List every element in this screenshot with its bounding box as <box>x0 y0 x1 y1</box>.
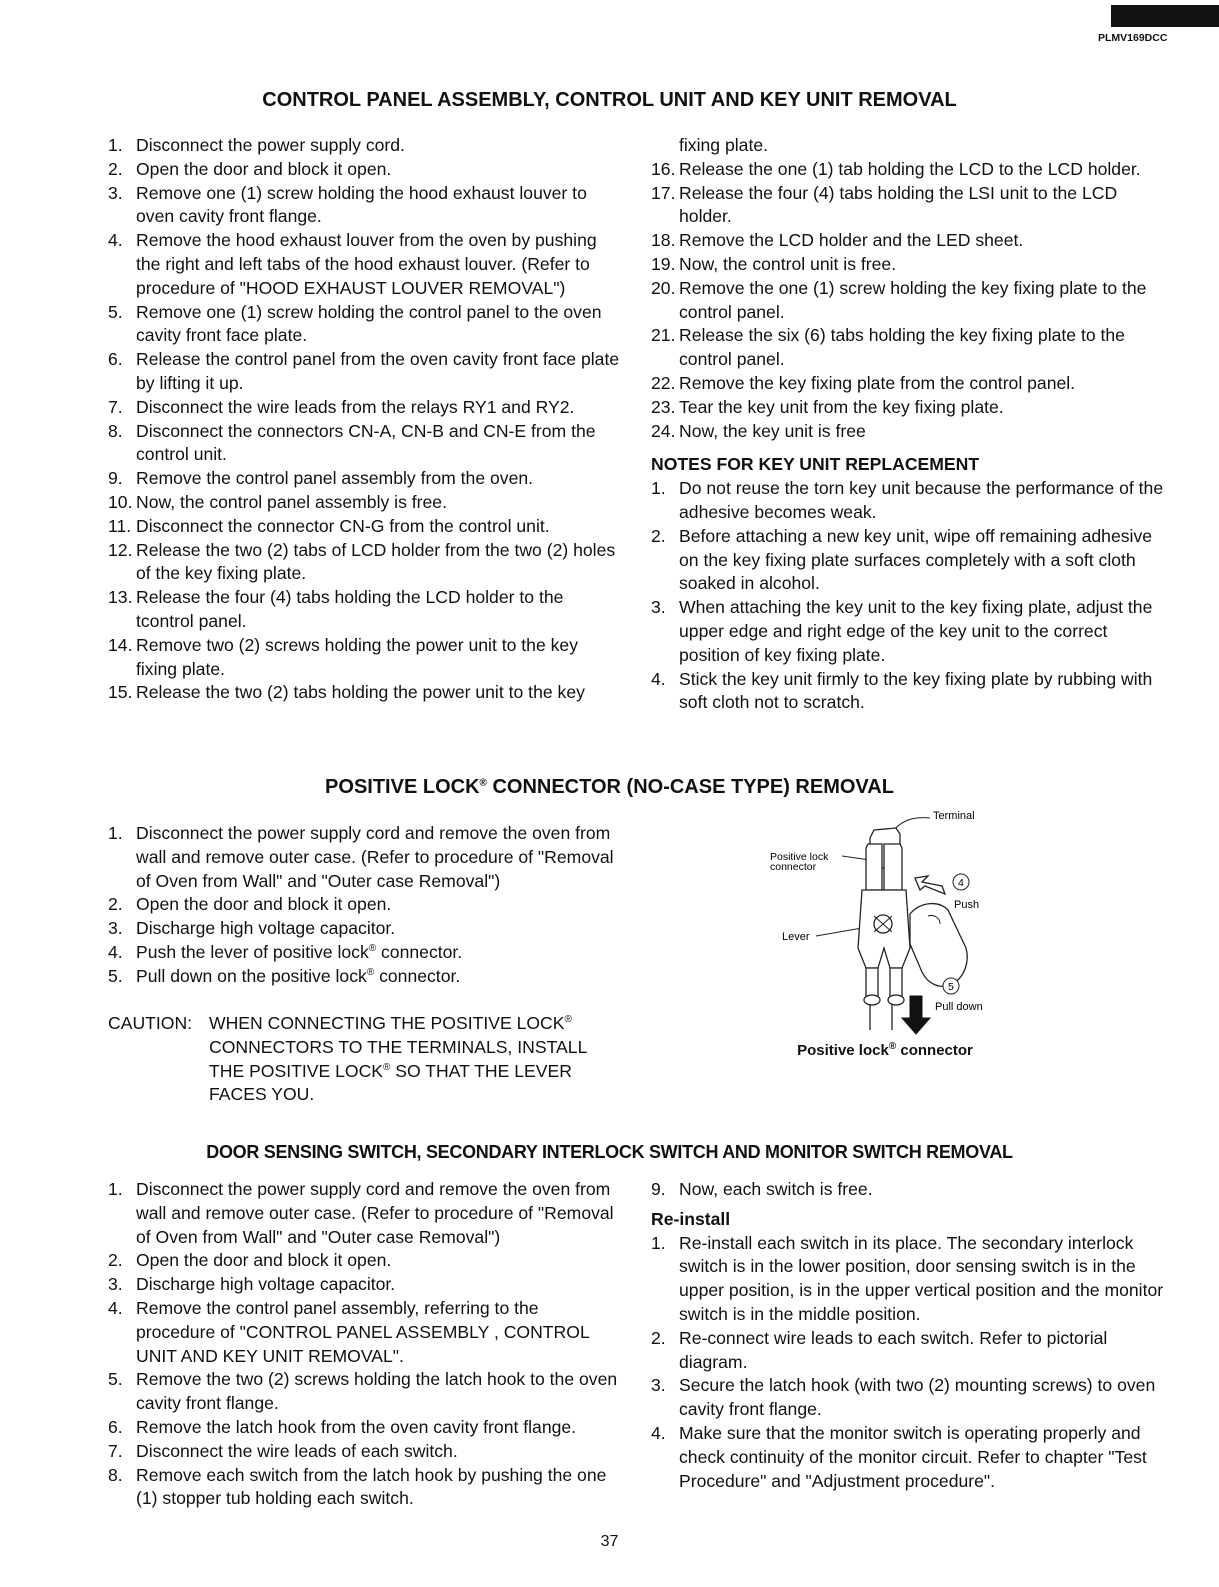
list-item: 3. Discharge high voltage capacitor. <box>108 1274 396 1295</box>
list-item: 1. Do not reuse the torn key unit because the performance of the adhesive becomes weak. <box>651 478 1164 522</box>
list-item: 11. Disconnect the connector CN-G from the control unit. <box>108 515 550 536</box>
list-item: 5. Remove the two (2) screws holding the latch hook to the oven cavity front flange. <box>108 1369 618 1414</box>
section2-title-a: POSITIVE LOCK <box>325 776 480 798</box>
list-item: 2. Re-connect wire leads to each switch. Refer to pictorial diagram. <box>651 1327 1108 1372</box>
wire-end-right <box>888 995 904 1005</box>
list-item: 9. Remove the control panel assembly from the oven. <box>108 468 534 489</box>
list-item: 24. Now, the key unit is free <box>651 420 866 441</box>
list-item: 8. Remove each switch from the latch hook by pushing the one (1) stopper tub holding each switch. <box>108 1464 607 1509</box>
list-item: 4. Remove the control panel assembly, referring to the procedure of "CONTROL PANEL ASSEMBLY , CONTROL UNIT AND KEY UNIT REMOVAL". <box>108 1297 590 1366</box>
figure-caption: Positive lock® connector <box>797 1041 973 1059</box>
section2-title-b: CONNECTOR (NO-CASE TYPE) REMOVAL <box>486 776 894 798</box>
section1-title: CONTROL PANEL ASSEMBLY, CONTROL UNIT AND KEY UNIT REMOVAL <box>262 89 957 111</box>
list-item: 6. Release the control panel from the oven cavity front face plate by lifting it up. <box>108 349 620 393</box>
list-item: 20. Remove the one (1) screw holding the key fixing plate to the control panel. <box>651 277 1147 322</box>
list-item: 15. Release the two (2) tabs holding the power unit to the key <box>108 682 585 703</box>
list-item: 2. Before attaching a new key unit, wipe off remaining adhesive on the key fixing plate surfaces completely with a soft cloth soaked in alcohol. <box>651 525 1153 594</box>
step-4-number: 4 <box>958 877 964 889</box>
list-item: 9. Now, each switch is free. <box>651 1179 873 1199</box>
list-item: 2. Open the door and block it open. <box>108 1250 392 1271</box>
list-item: 19. Now, the control unit is free. <box>651 253 897 274</box>
list-item: 4. Remove the hood exhaust louver from the oven by pushing the right and left tabs of the hood exhaust louver. (Refer to procedure of "HOOD EXHAUST LOUVER REMOVAL") <box>108 230 597 298</box>
list-item: 7. Disconnect the wire leads from the relays RY1 and RY2. <box>108 396 575 417</box>
list-item: 3. Remove one (1) screw holding the hood exhaust louver to oven cavity front flange. <box>108 182 587 227</box>
crimp-left <box>866 968 878 998</box>
list-item: 3. Discharge high voltage capacitor. <box>108 918 396 939</box>
list-item: 2. Open the door and block it open. <box>108 158 392 179</box>
reinstall-title: Re-install <box>651 1208 731 1229</box>
model-number: PLMV169DCC <box>1098 32 1168 44</box>
lever-label: Lever <box>782 931 810 943</box>
list-item: 5. Pull down on the positive lock® connector. <box>108 965 461 986</box>
section3-right-column <box>651 1178 1169 1493</box>
caution-note <box>108 1012 620 1107</box>
wire-end-left <box>864 995 880 1005</box>
terminal-label: Terminal <box>933 810 975 822</box>
connector-label-line2: connector <box>770 861 817 873</box>
list-item: 12. Release the two (2) tabs of LCD holder from the two (2) holes of the key fixing plate. <box>108 539 616 584</box>
list-item: 4. Push the lever of positive lock® connector. <box>108 941 463 962</box>
finger-illustration <box>910 904 967 987</box>
section1-left-column <box>108 134 620 705</box>
list-item: 1. Disconnect the power supply cord and remove the oven from wall and remove outer case. (Refer to procedure of "Removal of Oven from Wall" and "Outer case Removal") <box>108 1179 614 1247</box>
step-15-continuation: fixing plate. <box>679 135 768 155</box>
list-item: 17. Release the four (4) tabs holding the LSI unit to the LCD holder. <box>651 182 1118 227</box>
list-item: 10. Now, the control panel assembly is free. <box>108 491 447 512</box>
list-item: 1. Disconnect the power supply cord and remove the oven from wall and remove outer case. (Refer to procedure of "Removal of Oven from Wall" and "Outer case Removal") <box>108 823 614 891</box>
list-item: 21. Release the six (6) tabs holding the key fixing plate to the control panel. <box>651 325 1125 370</box>
list-item: 14. Remove two (2) screws holding the power unit to the key fixing plate. <box>108 634 579 679</box>
list-item: 18. Remove the LCD holder and the LED sheet. <box>651 230 1024 251</box>
connector-left-body <box>866 844 882 890</box>
section2-steps <box>108 822 620 989</box>
page-number: 37 <box>600 1533 619 1550</box>
section2-title <box>0 776 1219 799</box>
list-item: 1. Re-install each switch in its place. The secondary interlock switch is in the lower position, door sensing switch is in the upper position, is in the upper vertical position and the monitor switch is in the middle position. <box>651 1232 1164 1324</box>
section3-left-column <box>108 1178 620 1511</box>
list-item: 8. Disconnect the connectors CN-A, CN-B and CN-E from the control unit. <box>108 420 596 465</box>
list-item: 6. Remove the latch hook from the oven cavity front flange. <box>108 1416 577 1437</box>
list-item: 16. Release the one (1) tab holding the LCD to the LCD holder. <box>651 158 1141 179</box>
list-item: 3. Secure the latch hook (with two (2) mounting screws) to oven cavity front flange. <box>651 1375 1156 1420</box>
caution-text: WHEN CONNECTING THE POSITIVE LOCK® CONNECTORS TO THE TERMINALS, INSTALL THE POSITIVE LOCK® SO THAT THE LEVER FACES YOU. <box>209 1013 587 1105</box>
crimp-right <box>890 968 902 998</box>
list-item: 2. Open the door and block it open. <box>108 894 392 915</box>
connector-right-body <box>884 844 902 890</box>
list-item: 3. When attaching the key unit to the key fixing plate, adjust the upper edge and right edge of the key unit to the correct position of key fixing plate. <box>651 597 1153 665</box>
pull-down-label: Pull down <box>935 1001 983 1013</box>
caution-label: CAUTION: <box>108 1013 193 1033</box>
step-5-number: 5 <box>948 981 954 993</box>
list-item: 13. Release the four (4) tabs holding the LCD holder to the tcontrol panel. <box>108 587 564 631</box>
push-label: Push <box>954 899 980 911</box>
notes-title: NOTES FOR KEY UNIT REPLACEMENT <box>651 454 980 475</box>
push-arrow-icon <box>915 876 945 894</box>
positive-lock-connector-diagram <box>770 808 1020 1068</box>
list-item: 5. Remove one (1) screw holding the control panel to the oven cavity front face plate. <box>108 301 602 346</box>
pull-down-arrow-icon <box>902 996 930 1034</box>
section1-right-column <box>651 134 1169 715</box>
list-item: 23. Tear the key unit from the key fixing plate. <box>651 396 1004 417</box>
list-item: 7. Disconnect the wire leads of each switch. <box>108 1440 458 1461</box>
connector-label-line1: Positive lock <box>770 851 829 863</box>
section3-title: DOOR SENSING SWITCH, SECONDARY INTERLOCK SWITCH AND MONITOR SWITCH REMOVAL <box>206 1142 1013 1162</box>
list-item: 1. Disconnect the power supply cord. <box>108 135 405 155</box>
header-bar <box>1111 5 1219 27</box>
list-item: 22. Remove the key fixing plate from the control panel. <box>651 372 1076 393</box>
registered-mark: ® <box>479 777 487 789</box>
list-item: 4. Stick the key unit firmly to the key fixing plate by rubbing with soft cloth not to scratch. <box>651 668 1153 713</box>
list-item: 4. Make sure that the monitor switch is operating properly and check continuity of the monitor circuit. Refer to chapter "Test Procedure" and "Adjustment procedure". <box>651 1422 1147 1491</box>
lever-leader-line <box>816 928 862 936</box>
